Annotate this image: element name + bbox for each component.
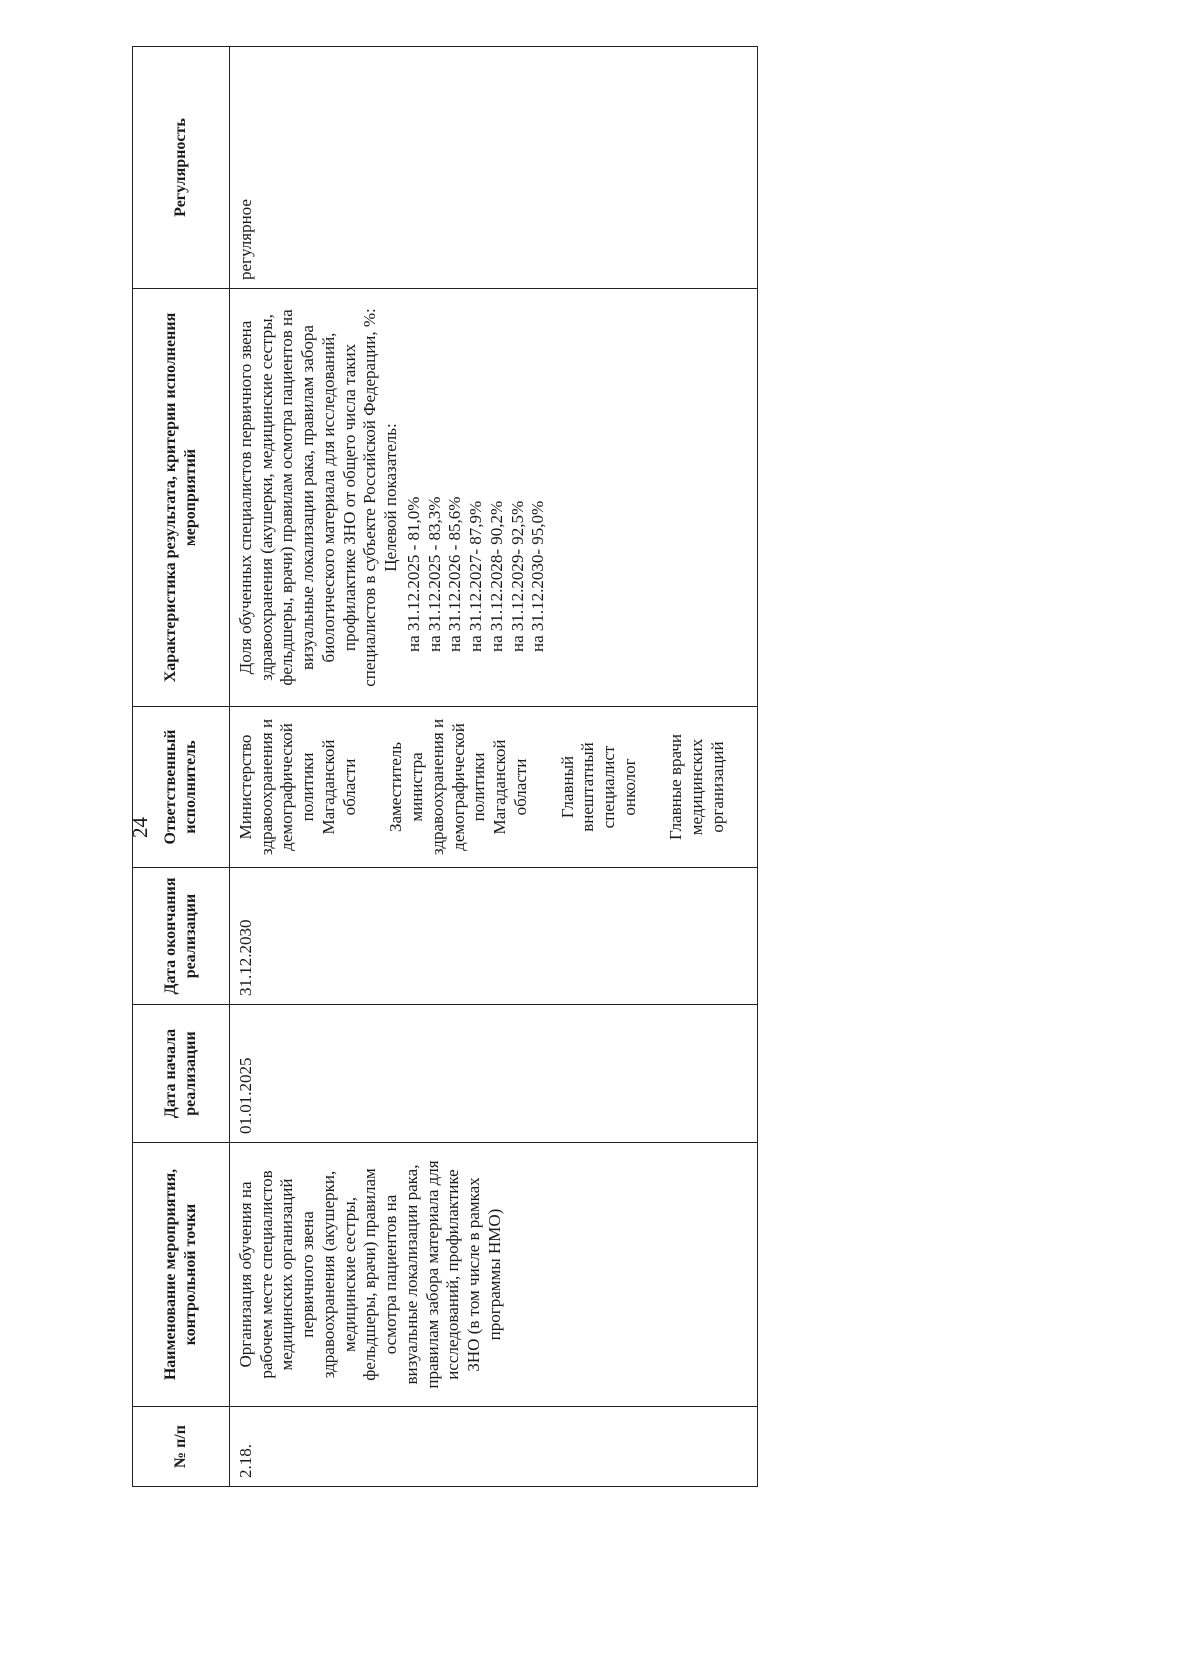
header-end-date: Дата окончания реализации	[133, 868, 230, 1005]
target-item: на 31.12.2025 - 83,3%	[424, 496, 444, 652]
target-item: на 31.12.2028- 90,2%	[486, 500, 506, 652]
target-heading: Целевой показатель:	[381, 423, 401, 572]
target-item: на 31.12.2026 - 85,6%	[445, 496, 465, 652]
executor-item: Главный внештатный специалист онколог	[557, 742, 639, 832]
cell-executors	[230, 707, 758, 868]
target-item: на 31.12.2027- 87,9%	[466, 500, 486, 652]
target-item: на 31.12.2029- 92,5%	[507, 500, 527, 652]
cell-regularity: регулярное	[230, 47, 758, 289]
target-item: на 31.12.2030- 95,0%	[528, 500, 548, 652]
page-number: 24	[128, 817, 152, 839]
table-container	[132, 47, 758, 1487]
header-executor: Ответственный исполнитель	[133, 707, 230, 868]
result-description: Доля обученных специалистов первичного звена здравоохранения (акушерки, медицинские сестры, фельдшеры, врачи) правилам осмотра пациентов на визуальные локализации рака, правилам забора биологического материала для исследований, профилактике ЗНО от общего числа таких специалистов в субъекте Российской Федерации, %:	[236, 308, 380, 687]
cell-start-date: 01.01.2025	[230, 1005, 758, 1143]
target-list	[404, 297, 549, 698]
cell-name: Организация обучения на рабочем месте специалистов медицинских организаций первичного звена здравоохранения (акушерки, медицинские сестры, фельдшеры, врачи) правилам осмотра пациентов на визуальные локализации рака, правилам забора материала для исследований, профилактике ЗНО (в том числе в рамках программы НМО)	[230, 1143, 758, 1407]
executor-item: Министерство здравоохранения и демографической политики Магаданской области	[236, 718, 359, 856]
cell-end-date: 31.12.2030	[230, 868, 758, 1005]
executor-item: Заместитель министра здравоохранения и демографической политики Магаданской области	[386, 718, 530, 856]
table-header-row	[133, 47, 230, 1487]
header-start-date: Дата начала реализации	[133, 1005, 230, 1143]
header-result: Характеристика результата, критерии исполнения мероприятий	[133, 289, 230, 707]
table-row	[230, 47, 758, 1487]
header-num: № п/п	[133, 1407, 230, 1487]
executor-item: Главные врачи медицинских организаций	[666, 734, 727, 840]
activities-table	[132, 46, 758, 1487]
header-regularity: Регулярность	[133, 47, 230, 289]
header-name: Наименование мероприятия, контрольной точки	[133, 1143, 230, 1407]
cell-num: 2.18.	[230, 1407, 758, 1487]
cell-result	[230, 289, 758, 707]
target-item: на 31.12.2025 - 81,0%	[403, 496, 423, 652]
